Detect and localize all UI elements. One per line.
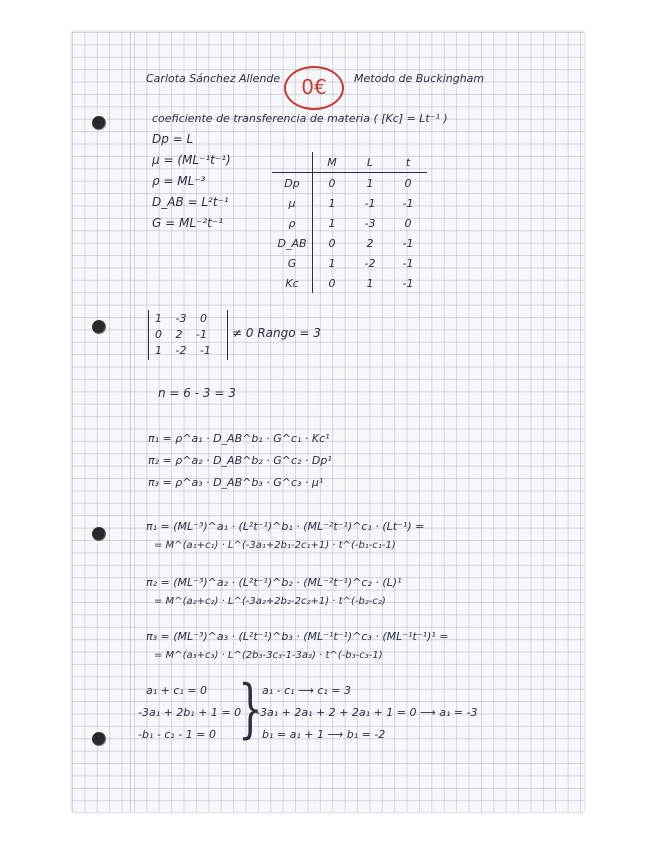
margin-line [130,32,131,812]
table-cell: 0 [328,176,336,190]
equation-left: -b₁ - c₁ - 1 = 0 [138,728,216,741]
pi-expansion: π₃ = (ML⁻³)^a₃ · (L²t⁻¹)^b₃ · (ML⁻¹t⁻¹)^c₃ · (ML⁻¹t⁻¹)¹ = [146,630,449,643]
binder-hole [92,527,106,541]
pi-expansion: π₁ = (ML⁻³)^a₁ · (L²t⁻¹)^b₁ · (ML⁻²t⁻¹)^c₁ · (Lt⁻¹) = [146,520,425,533]
row-label: D_AB [272,233,313,253]
pi-group: π₁ = ρ^a₁ · D_AB^b₁ · G^c₁ · Kc¹ [148,432,330,445]
table-cell: 0 [328,276,336,290]
row-label: Kc [272,273,313,293]
notebook-page [72,32,584,812]
table-cell: 0 [328,236,336,250]
grade-stamp: 0€ [284,66,344,110]
equation-right: -3a₁ + 2a₁ + 2 + 2a₁ + 1 = 0 ⟶ a₁ = -3 [256,706,478,719]
equation-right: a₁ - c₁ ⟶ c₁ = 3 [262,684,351,697]
pi-exponents: = M^(a₃+c₃) · L^(2b₃-3c₃-1-3a₃) · t^(-b₃-c₃-1) [154,650,383,661]
pi-exponents: = M^(a₁+c₁) · L^(-3a₁+2b₁-2c₁+1) · t^(-b₁-c₁-1) [154,540,396,551]
table-cell: 0 [404,216,412,230]
table-cell: -3 [364,216,376,230]
table-header-cell: t [389,152,427,173]
table-cell: 1 [366,176,374,190]
table-row [272,253,427,273]
table-header-cell: M [313,152,352,173]
binder-hole [92,732,106,746]
table-cell: 1 [328,216,336,230]
table-cell: -1 [402,236,414,250]
table-cell: 1 [328,196,336,210]
equation-right: b₁ = a₁ + 1 ⟶ b₁ = -2 [262,728,386,741]
table-row [272,233,427,253]
table-row [272,213,427,233]
table-cell: -1 [402,256,414,270]
coefficient-title: coeficiente de transferencia de materia ( [Kc] = Lt⁻¹ ) [152,112,448,125]
row-label: μ [272,193,313,213]
determinant-matrix [148,310,228,360]
table-row [272,273,427,293]
dimension-table [272,152,427,293]
equation-left: -3a₁ + 2b₁ + 1 = 0 [138,706,242,719]
author-name: Carlota Sánchez Allende [146,72,281,85]
table-cell: -1 [402,196,414,210]
pi-group: π₃ = ρ^a₃ · D_AB^b₃ · G^c₃ · μ¹ [148,476,324,489]
table-cell: 2 [366,236,374,250]
table-header-row [272,152,427,173]
matrix-row: 0 2 -1 [155,328,207,341]
pi-expansion: π₂ = (ML⁻³)^a₂ · (L²t⁻¹)^b₂ · (ML⁻²t⁻¹)^c₂ · (L)¹ [146,576,402,589]
row-label: ρ [272,213,313,233]
table-cell: 1 [366,276,374,290]
definition-line: Dp = L [152,132,194,146]
method-title: Metodo de Buckingham [354,72,485,85]
system-brace: } [238,672,263,746]
definition-line: μ = (ML⁻¹t⁻¹) [152,153,231,167]
table-cell: -2 [364,256,376,270]
matrix-row: 1 -2 -1 [155,344,211,357]
table-header-cell: L [351,152,389,173]
row-label: G [272,253,313,273]
definition-line: G = ML⁻²t⁻¹ [152,216,224,230]
rank-result: ≠ 0 Rango = 3 [232,326,321,340]
table-cell: -1 [364,196,376,210]
pi-exponents: = M^(a₂+c₂) · L^(-3a₂+2b₂-2c₂+1) · t^(-b₂-c₂) [154,596,386,607]
definition-line: ρ = ML⁻³ [152,174,206,188]
table-cell: 0 [404,176,412,190]
equation-left: a₁ + c₁ = 0 [146,684,208,697]
pi-group: π₂ = ρ^a₂ · D_AB^b₂ · G^c₂ · Dp¹ [148,454,332,467]
n-calculation: n = 6 - 3 = 3 [158,386,236,400]
table-row [272,173,427,194]
table-row [272,193,427,213]
row-label: Dp [272,173,313,194]
table-header-cell [272,152,313,173]
table-cell: -1 [402,276,414,290]
binder-hole [92,116,106,130]
table-cell: 1 [328,256,336,270]
definition-line: D_AB = L²t⁻¹ [152,195,229,209]
matrix-row: 1 -3 0 [155,312,207,325]
binder-hole [92,320,106,334]
